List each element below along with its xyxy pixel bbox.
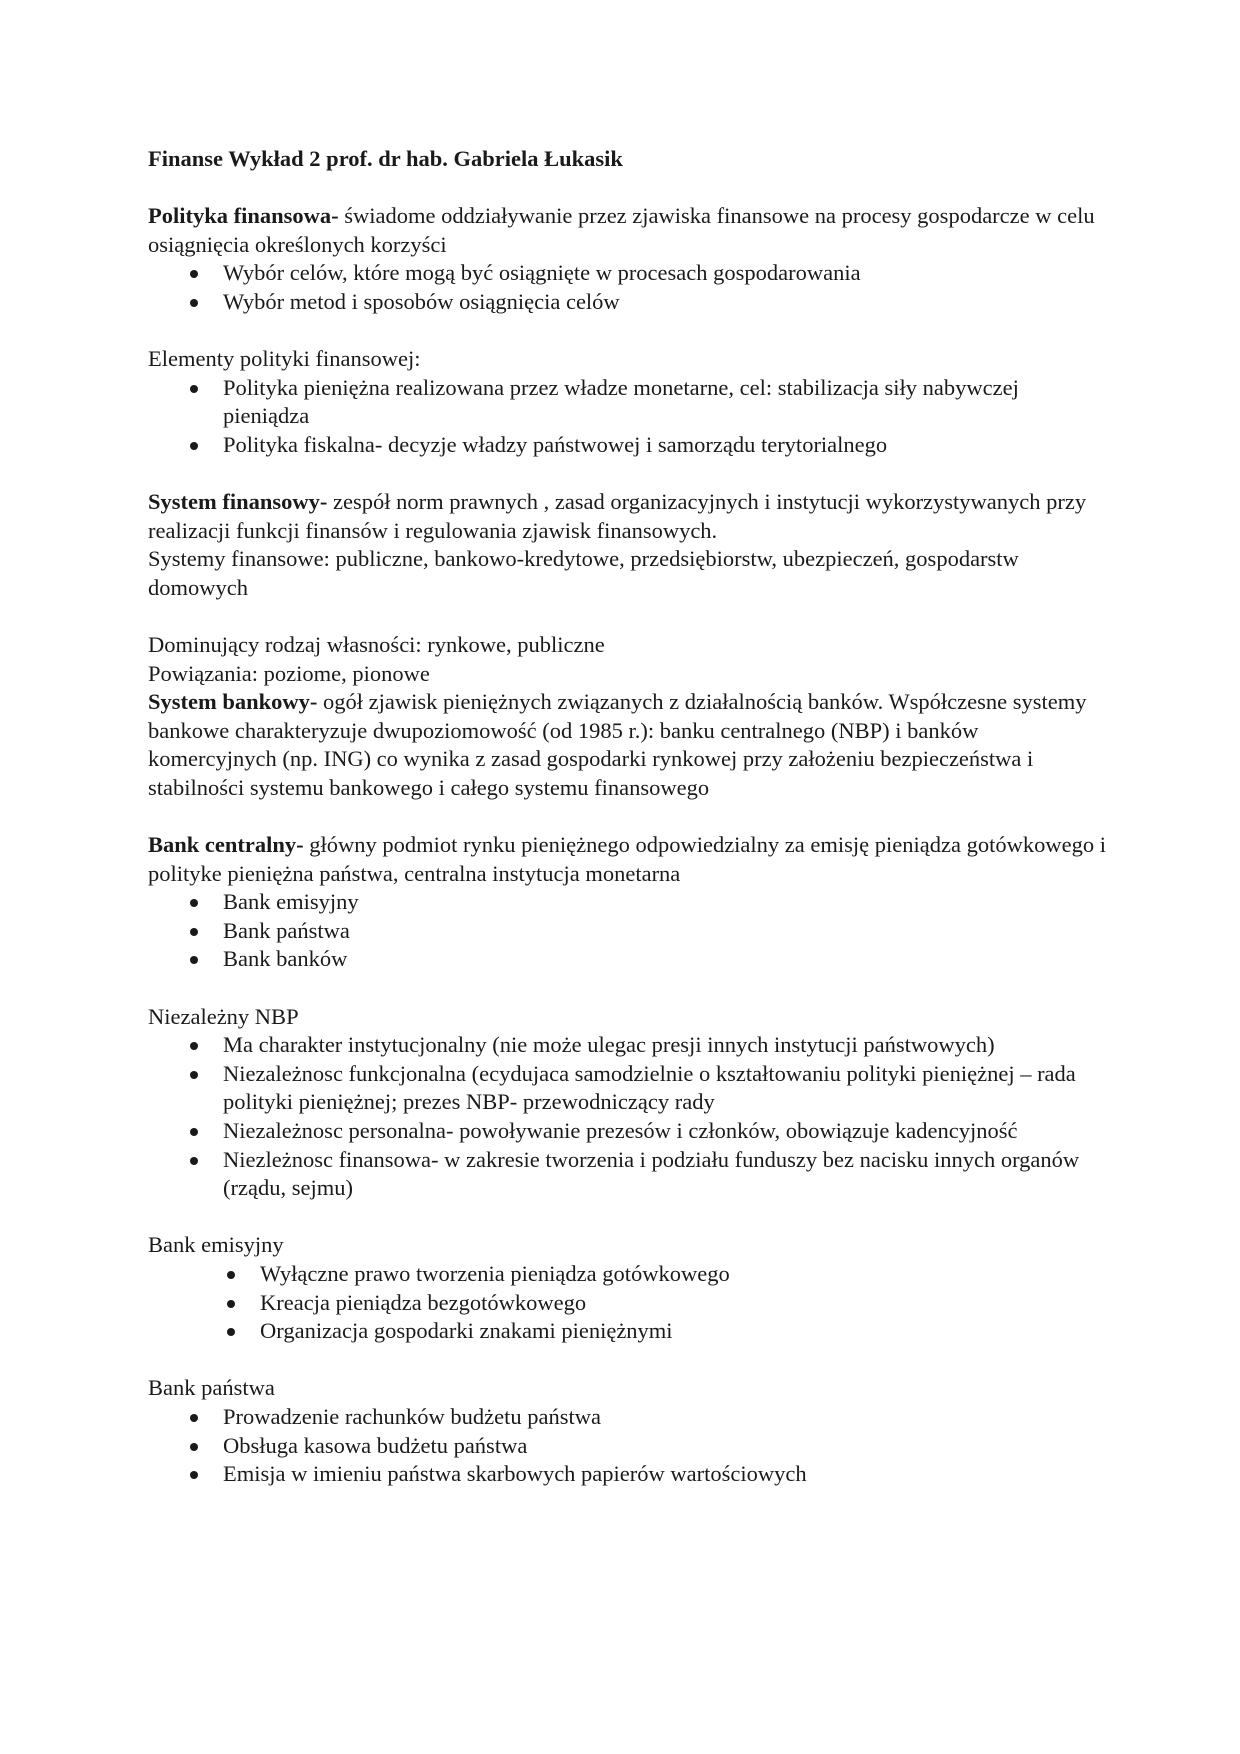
bank-centralny-list xyxy=(148,888,1108,974)
dominujacy-rodzaj-text: Dominujący rodzaj własności: rynkowe, publiczne xyxy=(148,631,605,657)
list-item: Polityka fiskalna- decyzje władzy państwowej i samorządu terytorialnego xyxy=(148,431,1108,460)
document-title: Finanse Wykład 2 prof. dr hab. Gabriela Łukasik xyxy=(148,146,623,171)
polityka-finansowa-definition xyxy=(148,202,1108,259)
list-item: Obsługa kasowa budżetu państwa xyxy=(148,1432,1108,1461)
bank-centralny-definition xyxy=(148,831,1108,888)
elementy-list xyxy=(148,374,1108,460)
system-bankowy-text: ogół zjawisk pieniężnych związanych z działalnością banków. Współczesne systemy bankowe charakteryzuje dwupoziomowość (od 1985 r.): banku centralnego (NBP) i banków komercyjnych (np. ING) co wynika z zasad gospodarki rynkowej przy założeniu bezpieczeństwa i stabilności systemu bankowego i całego systemu finansowego xyxy=(148,689,1087,800)
list-item: Bank państwa xyxy=(148,917,1108,946)
elementy-heading: Elementy polityki finansowej: xyxy=(148,345,421,371)
bank-emisyjny-list xyxy=(148,1260,1108,1346)
bank-emisyjny-heading: Bank emisyjny xyxy=(148,1232,284,1258)
list-item: Kreacja pieniądza bezgotówkowego xyxy=(148,1289,1108,1318)
list-item: Wyłączne prawo tworzenia pieniądza gotówkowego xyxy=(148,1260,1108,1289)
polityka-finansowa-text: świadome oddziaływanie przez zjawiska finansowe na procesy gospodarcze w celu osiągnięcia określonych korzyści xyxy=(148,203,1095,257)
bank-centralny-text: główny podmiot rynku pieniężnego odpowiedzialny za emisję pieniądza gotówkowego i polityke pieniężna państwa, centralna instytucja monetarna xyxy=(148,832,1106,886)
system-finansowy-definition xyxy=(148,488,1108,545)
list-item: Wybór metod i sposobów osiągnięcia celów xyxy=(148,288,1108,317)
niezalezny-heading: Niezależny NBP xyxy=(148,1003,299,1029)
list-item: Bank emisyjny xyxy=(148,888,1108,917)
list-item: Niezleżnosc finansowa- w zakresie tworzenia i podziału funduszy bez nacisku innych organów (rządu, sejmu) xyxy=(148,1146,1108,1203)
list-item: Ma charakter instytucjonalny (nie może ulegac presji innych instytucji państwowych) xyxy=(148,1031,1108,1060)
list-item: Niezależnosc funkcjonalna (ecydujaca samodzielnie o kształtowaniu polityki pieniężnej – rada polityki pieniężnej; prezes NBP- przewodniczący rady xyxy=(148,1060,1108,1117)
system-bankowy-term: System bankowy- xyxy=(148,689,318,715)
document-page xyxy=(148,144,1108,1489)
system-bankowy-definition xyxy=(148,688,1108,802)
polityka-finansowa-list xyxy=(148,259,1108,316)
bank-centralny-term: Bank centralny- xyxy=(148,832,304,858)
polityka-finansowa-term: Polityka finansowa- xyxy=(148,203,339,228)
system-finansowy-text: zespół norm prawnych , zasad organizacyjnych i instytucji wykorzystywanych przy realizacji funkcji finansów i regulowania zjawisk finansowych. xyxy=(148,488,1087,543)
niezalezny-list xyxy=(148,1031,1108,1203)
list-item: Prowadzenie rachunków budżetu państwa xyxy=(148,1403,1108,1432)
list-item: Bank banków xyxy=(148,945,1108,974)
list-item: Organizacja gospodarki znakami pieniężnymi xyxy=(148,1317,1108,1346)
list-item: Emisja w imieniu państwa skarbowych papierów wartościowych xyxy=(148,1460,1108,1489)
system-finansowy-term: System finansowy- xyxy=(148,488,328,514)
powiazania-text: Powiązania: poziome, pionowe xyxy=(148,660,430,686)
list-item: Wybór celów, które mogą być osiągnięte w procesach gospodarowania xyxy=(148,259,1108,288)
list-item: Niezależnosc personalna- powoływanie prezesów i członków, obowiązuje kadencyjność xyxy=(148,1117,1108,1146)
list-item: Polityka pieniężna realizowana przez władze monetarne, cel: stabilizacja siły nabywczej pieniądza xyxy=(148,374,1108,431)
systemy-finansowe-text: Systemy finansowe: publiczne, bankowo-kredytowe, przedsiębiorstw, ubezpieczeń, gospodarstw domowych xyxy=(148,546,1019,600)
bank-panstwa-heading: Bank państwa xyxy=(148,1375,275,1401)
bank-panstwa-list xyxy=(148,1403,1108,1489)
